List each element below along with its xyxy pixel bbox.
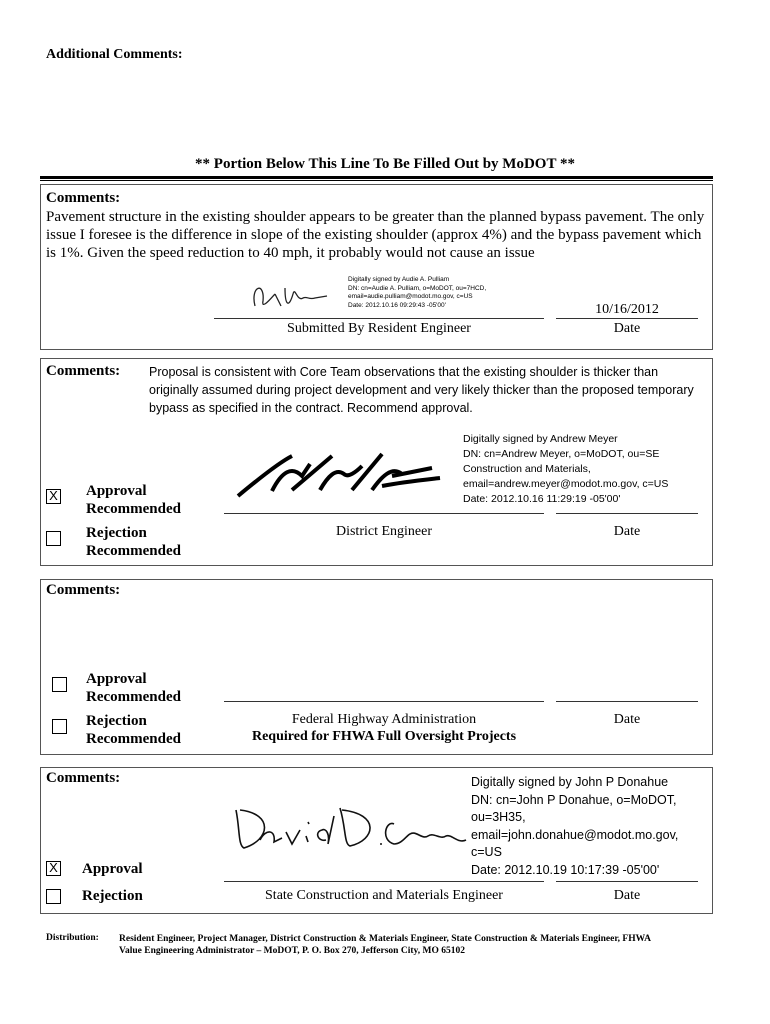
section4-date-label: Date	[613, 888, 641, 903]
ds1-line3: email=audie.pulliam@modot.mo.gov, c=US	[348, 293, 473, 300]
ds4-line3: ou=3H35,	[471, 810, 526, 824]
state-date-line	[556, 881, 698, 882]
section4-approval-label: Approval	[82, 861, 143, 877]
distribution-text	[119, 933, 651, 957]
section2-digital-signature-block	[463, 432, 668, 507]
section3-approval-checkbox[interactable]	[52, 677, 67, 692]
ds2-line5: Date: 2012.10.16 11:29:19 -05'00'	[463, 493, 621, 505]
section1-comments-label: Comments:	[46, 190, 121, 206]
ds4-line1: Digitally signed by John P Donahue	[471, 775, 669, 789]
distribution-line1: Resident Engineer, Project Manager, District Construction & Materials Engineer, State Construction & Materials Engineer, FHWA	[119, 934, 651, 944]
date-line	[556, 318, 698, 319]
section2-rejection-checkbox[interactable]	[46, 531, 61, 546]
state-engineer-label: State Construction and Materials Engineer	[265, 888, 503, 903]
portion-below-heading: ** Portion Below This Line To Be Filled Out by MoDOT **	[195, 156, 575, 172]
ds4-line4: email=john.donahue@modot.mo.gov,	[471, 827, 679, 842]
section4-comments-label: Comments:	[46, 770, 121, 786]
ds2-line4: email=andrew.meyer@modot.mo.gov, c=US	[463, 478, 669, 490]
section4-rejection-label: Rejection	[82, 888, 143, 904]
state-signature-line	[224, 881, 544, 882]
section1-comments-text: Pavement structure in the existing shoulder appears to be greater than the planned bypass pavement. The only issue I foresee is the difference in slope of the existing shoulder (approx 4%) and the bypass pavement which is 1%. Given the speed reduction to 40 mph, it probably would not cause an issue	[46, 209, 705, 261]
district-engineer-label: District Engineer	[335, 524, 433, 539]
approval-label-line2: Recommended	[86, 689, 181, 705]
ds1-line4: Date: 2012.10.16 09:29:43 -05'00'	[348, 301, 446, 309]
ds2-line2: DN: cn=Andrew Meyer, o=MoDOT, ou=SE	[463, 448, 660, 460]
ds4-line5: c=US	[471, 845, 502, 859]
ds1-line1: Digitally signed by Audie A. Pulliam	[348, 276, 450, 283]
distribution-label: Distribution:	[46, 933, 99, 943]
distribution-line2: Value Engineering Administrator – MoDOT, P. O. Box 270, Jefferson City, MO 65102	[119, 946, 465, 956]
section4-rejection-checkbox[interactable]	[46, 889, 61, 904]
section3-rejection-checkbox[interactable]	[52, 719, 67, 734]
section3-comments-label: Comments:	[46, 582, 121, 598]
section2-approval-checkbox[interactable]: X	[46, 489, 61, 504]
fhwa-signature-line	[224, 701, 544, 702]
fhwa-date-line	[556, 701, 698, 702]
rejection-label-line1: Rejection	[86, 525, 147, 541]
section2-comments-label: Comments:	[46, 363, 121, 379]
submitted-by-label: Submitted By Resident Engineer	[287, 321, 471, 336]
ds4-line2: DN: cn=John P Donahue, o=MoDOT,	[471, 792, 677, 807]
section2-date-label: Date	[613, 524, 641, 539]
ds1-line2: DN: cn=Audie A. Pulliam, o=MoDOT, ou=7HCD,	[348, 284, 487, 292]
fhwa-label: Federal Highway Administration	[291, 712, 477, 727]
approval-label-line1: Approval	[86, 671, 147, 687]
rejection-label-line2: Recommended	[86, 731, 181, 747]
section2-comments-text: Proposal is consistent with Core Team observations that the existing shoulder is thicker than originally assumed during project development and very likely thicker than the proposed temporary bypass as specified in the contract. Recommend approval.	[149, 365, 694, 415]
state-engineer-signature	[230, 800, 470, 860]
ds4-line6: Date: 2012.10.19 10:17:39 -05'00'	[471, 862, 660, 877]
section4-approval-checkbox[interactable]: X	[46, 861, 61, 876]
section4-digital-signature-block	[471, 774, 678, 879]
section2-rejection-label	[86, 524, 181, 560]
fhwa-sublabel: Required for FHWA Full Oversight Projects	[251, 729, 517, 744]
section3-date-label: Date	[613, 712, 641, 727]
district-signature-line	[224, 513, 544, 514]
section2-approval-label	[86, 482, 181, 518]
additional-comments-label: Additional Comments:	[46, 47, 183, 62]
resident-engineer-signature	[245, 276, 345, 316]
section3-rejection-label	[86, 712, 181, 748]
rejection-label-line2: Recommended	[86, 543, 181, 559]
divider-rule	[40, 176, 713, 181]
ds2-line1: Digitally signed by Andrew Meyer	[463, 433, 618, 445]
section3-approval-label	[86, 670, 181, 706]
rejection-label-line1: Rejection	[86, 713, 147, 729]
section1-date-label: Date	[613, 321, 641, 336]
district-date-line	[556, 513, 698, 514]
ds2-line3: Construction and Materials,	[463, 463, 591, 475]
approval-label-line2: Recommended	[86, 501, 181, 517]
section1-digital-signature-block	[348, 276, 486, 310]
section1-date-value: 10/16/2012	[595, 302, 659, 317]
signature-line	[214, 318, 544, 319]
district-engineer-signature	[232, 446, 444, 506]
approval-label-line1: Approval	[86, 483, 147, 499]
